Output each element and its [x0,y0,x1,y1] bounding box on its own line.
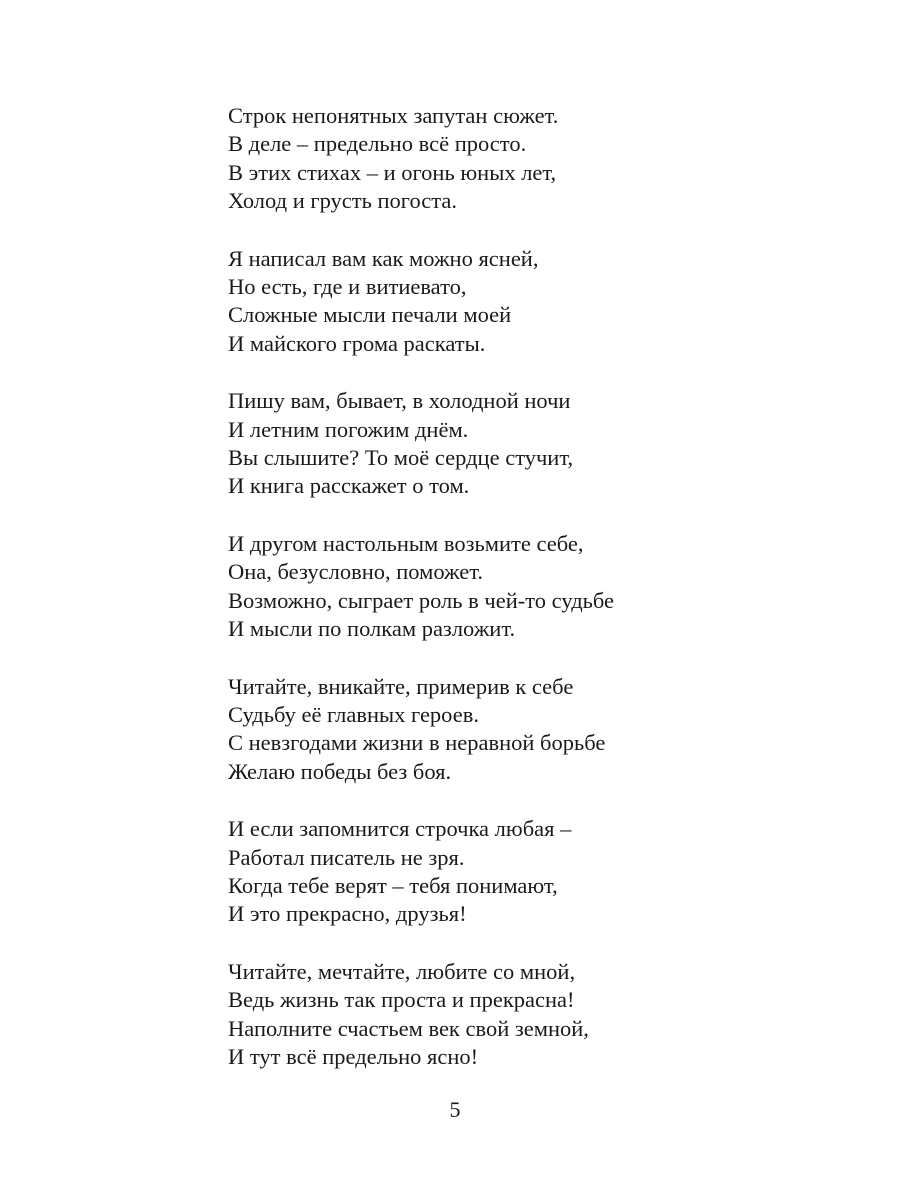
poem-line: Судьбу её главных героев. [228,701,479,727]
poem-line: Пишу вам, бывает, в холодной ночи [228,388,571,414]
poem-line: Читайте, мечтайте, любите со мной, [228,958,576,984]
poem-line: Холод и грусть погоста. [228,188,457,214]
poem-line: И книга расскажет о том. [228,473,470,499]
poem-line: Я написал вам как можно ясней, [228,245,539,271]
poem-line: Сложные мысли печали моей [228,302,512,328]
stanza [228,530,868,644]
stanza [228,245,868,359]
poem-line: Возможно, сыграет роль в чей-то судьбе [228,587,615,613]
poem-line: И другом настольным возьмите себе, [228,530,584,556]
poem-line: Но есть, где и витиевато, [228,274,467,300]
stanza [228,815,868,929]
poem-line: И если запомнится строчка любая – [228,816,572,842]
poem-line: И это прекрасно, друзья! [228,901,467,927]
stanza [228,673,868,787]
poem-line: Строк непонятных запутан сюжет. [228,103,559,128]
poem-line: Вы слышите? То моё сердце стучит, [228,445,574,471]
poem-line: Работал писатель не зря. [228,844,465,870]
poem [228,102,868,1100]
poem-line: И мысли по полкам разложит. [228,616,516,642]
poem-line: Наполните счастьем век свой земной, [228,1015,589,1041]
poem-line: В деле – предельно всё просто. [228,131,527,157]
stanza [228,387,868,501]
poem-line: Желаю победы без боя. [228,758,452,784]
poem-line: Когда тебе верят – тебя понимают, [228,872,558,898]
poem-line: И летним погожим днём. [228,416,469,442]
stanza [228,958,868,1072]
poem-line: С невзгодами жизни в неравной борьбе [228,730,606,756]
page-number: 5 [449,1097,461,1122]
stanza [228,102,868,216]
poem-line: Читайте, вникайте, примерив к себе [228,673,574,699]
poem-line: Ведь жизнь так проста и прекрасна! [228,987,575,1013]
poem-line: И майского грома раскаты. [228,330,486,356]
poem-line: И тут всё предельно ясно! [228,1043,479,1069]
poem-line: Она, безусловно, поможет. [228,559,484,585]
poem-line: В этих стихах – и огонь юных лет, [228,159,557,185]
